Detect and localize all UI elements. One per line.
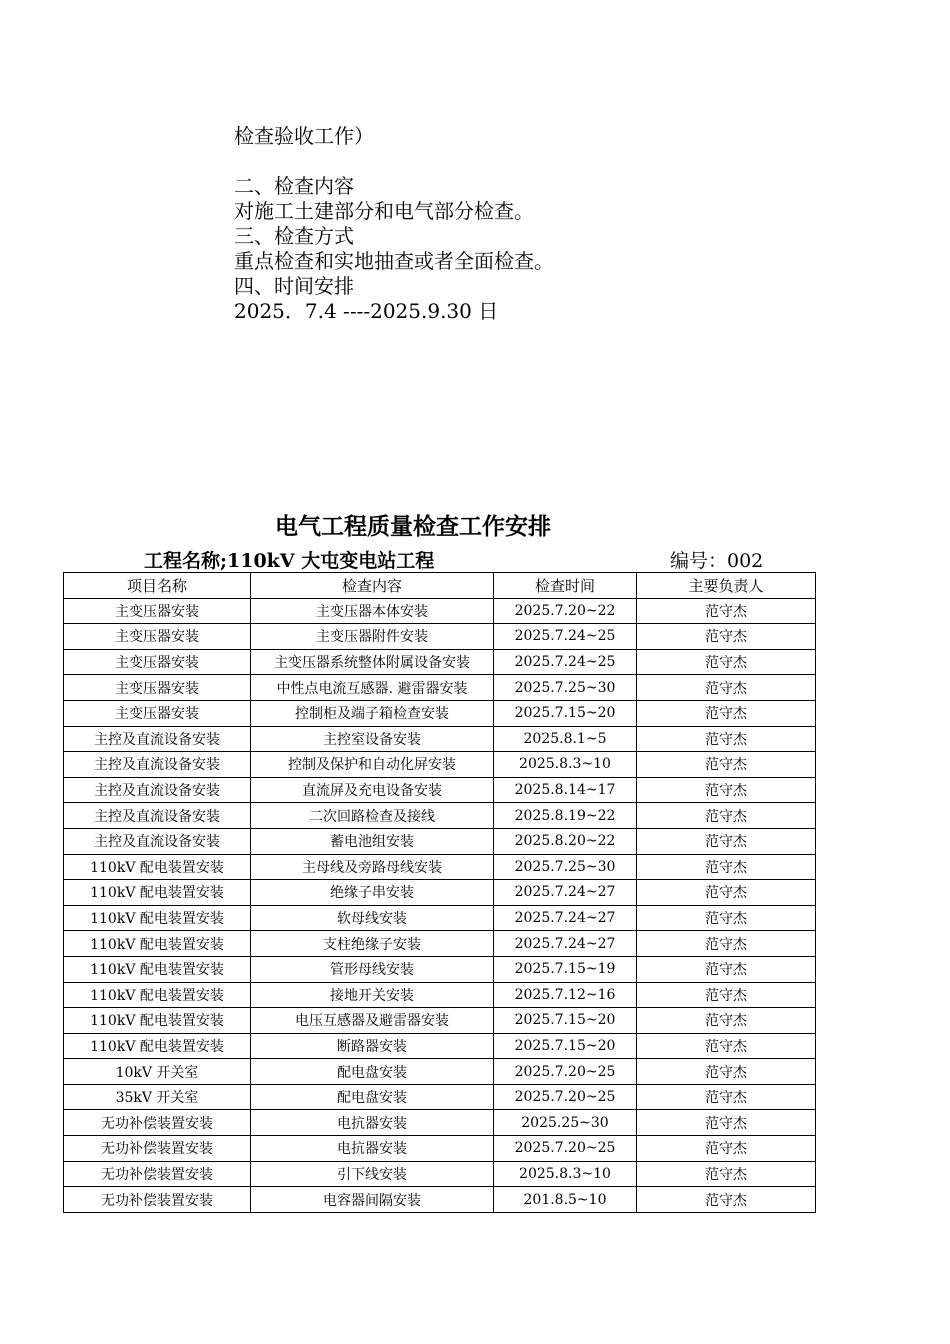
cell-item-name: 主控及直流设备安装 xyxy=(64,803,251,829)
cell-item-name: 无功补偿装置安装 xyxy=(64,1187,251,1213)
cell-owner: 范守杰 xyxy=(637,726,816,752)
table-row xyxy=(64,1110,816,1136)
cell-time: 2025.8.20~22 xyxy=(494,828,637,854)
header-content: 检查内容 xyxy=(251,573,494,599)
cell-time: 2025.8.19~22 xyxy=(494,803,637,829)
cell-content: 配电盘安装 xyxy=(251,1084,494,1110)
cell-time: 2025.7.20~25 xyxy=(494,1059,637,1085)
cell-owner: 范守杰 xyxy=(637,1161,816,1187)
cell-owner: 范守杰 xyxy=(637,675,816,701)
cell-item-name: 主变压器安装 xyxy=(64,598,251,624)
table-row xyxy=(64,675,816,701)
cell-time: 2025.7.15~19 xyxy=(494,956,637,982)
cell-item-name: 无功补偿装置安装 xyxy=(64,1136,251,1162)
cell-content: 控制柜及端子箱检查安装 xyxy=(251,700,494,726)
cell-item-name: 110kV 配电装置安装 xyxy=(64,982,251,1008)
table-row xyxy=(64,880,816,906)
section-4-heading: 四、时间安排 xyxy=(234,274,354,298)
cell-time: 2025.7.20~25 xyxy=(494,1136,637,1162)
cell-content: 电抗器安装 xyxy=(251,1110,494,1136)
cell-content: 软母线安装 xyxy=(251,905,494,931)
cell-content: 接地开关安装 xyxy=(251,982,494,1008)
cell-owner: 范守杰 xyxy=(637,982,816,1008)
header-item-name: 项目名称 xyxy=(64,573,251,599)
cell-item-name: 主控及直流设备安装 xyxy=(64,828,251,854)
table-row xyxy=(64,700,816,726)
table-row xyxy=(64,752,816,778)
cell-item-name: 110kV 配电装置安装 xyxy=(64,880,251,906)
section-4-body: 2025．7.4 ----2025.9.30 日 xyxy=(234,299,499,323)
cell-content: 电容器间隔安装 xyxy=(251,1187,494,1213)
cell-time: 2025.7.15~20 xyxy=(494,700,637,726)
table-row xyxy=(64,726,816,752)
cell-item-name: 主变压器安装 xyxy=(64,649,251,675)
cell-item-name: 主控及直流设备安装 xyxy=(64,726,251,752)
table-row xyxy=(64,982,816,1008)
cell-item-name: 110kV 配电装置安装 xyxy=(64,956,251,982)
cell-owner: 范守杰 xyxy=(637,598,816,624)
table-row xyxy=(64,1008,816,1034)
schedule-table xyxy=(63,572,816,1213)
cell-item-name: 110kV 配电装置安装 xyxy=(64,905,251,931)
cell-owner: 范守杰 xyxy=(637,700,816,726)
cell-content: 主母线及旁路母线安装 xyxy=(251,854,494,880)
cell-time: 201.8.5~10 xyxy=(494,1187,637,1213)
cell-owner: 范守杰 xyxy=(637,828,816,854)
cell-content: 绝缘子串安装 xyxy=(251,880,494,906)
cell-time: 2025.7.24~27 xyxy=(494,905,637,931)
cell-owner: 范守杰 xyxy=(637,1033,816,1059)
cell-item-name: 无功补偿装置安装 xyxy=(64,1110,251,1136)
cell-owner: 范守杰 xyxy=(637,931,816,957)
cell-item-name: 10kV 开关室 xyxy=(64,1059,251,1085)
cell-owner: 范守杰 xyxy=(637,803,816,829)
table-row xyxy=(64,803,816,829)
cell-owner: 范守杰 xyxy=(637,905,816,931)
cell-item-name: 35kV 开关室 xyxy=(64,1084,251,1110)
cell-time: 2025.8.3~10 xyxy=(494,752,637,778)
cell-item-name: 110kV 配电装置安装 xyxy=(64,931,251,957)
cell-content: 管形母线安装 xyxy=(251,956,494,982)
table-header-row xyxy=(64,573,816,599)
cell-owner: 范守杰 xyxy=(637,1136,816,1162)
cell-item-name: 无功补偿装置安装 xyxy=(64,1161,251,1187)
cell-time: 2025.7.12~16 xyxy=(494,982,637,1008)
project-name: 工程名称;110kV 大屯变电站工程 xyxy=(144,550,435,572)
cell-time: 2025.7.24~25 xyxy=(494,624,637,650)
table-row xyxy=(64,931,816,957)
table-row xyxy=(64,649,816,675)
cell-item-name: 主控及直流设备安装 xyxy=(64,777,251,803)
table-row xyxy=(64,777,816,803)
cell-content: 断路器安装 xyxy=(251,1033,494,1059)
cell-owner: 范守杰 xyxy=(637,1110,816,1136)
table-row xyxy=(64,1161,816,1187)
section-2-heading: 二、检查内容 xyxy=(234,174,354,198)
cell-content: 主变压器附件安装 xyxy=(251,624,494,650)
cell-item-name: 110kV 配电装置安装 xyxy=(64,854,251,880)
table-row xyxy=(64,1033,816,1059)
cell-time: 2025.7.24~25 xyxy=(494,649,637,675)
cell-content: 主变压器系统整体附属设备安装 xyxy=(251,649,494,675)
cell-time: 2025.7.15~20 xyxy=(494,1008,637,1034)
cell-owner: 范守杰 xyxy=(637,752,816,778)
cell-time: 2025.7.24~27 xyxy=(494,880,637,906)
table-row xyxy=(64,956,816,982)
cell-content: 配电盘安装 xyxy=(251,1059,494,1085)
header-owner: 主要负责人 xyxy=(637,573,816,599)
cell-owner: 范守杰 xyxy=(637,1084,816,1110)
cell-owner: 范守杰 xyxy=(637,956,816,982)
cell-owner: 范守杰 xyxy=(637,649,816,675)
section-3-heading: 三、检查方式 xyxy=(234,224,354,248)
cell-time: 2025.25~30 xyxy=(494,1110,637,1136)
cell-time: 2025.8.1~5 xyxy=(494,726,637,752)
table-row xyxy=(64,1187,816,1213)
cell-owner: 范守杰 xyxy=(637,1187,816,1213)
cell-content: 蓄电池组安装 xyxy=(251,828,494,854)
cell-item-name: 主变压器安装 xyxy=(64,700,251,726)
cell-content: 支柱绝缘子安装 xyxy=(251,931,494,957)
cell-owner: 范守杰 xyxy=(637,880,816,906)
cell-owner: 范守杰 xyxy=(637,777,816,803)
cell-content: 主变压器本体安装 xyxy=(251,598,494,624)
cell-content: 电抗器安装 xyxy=(251,1136,494,1162)
cell-content: 主控室设备安装 xyxy=(251,726,494,752)
cell-item-name: 主变压器安装 xyxy=(64,624,251,650)
cell-content: 中性点电流互感器. 避雷器安装 xyxy=(251,675,494,701)
cell-owner: 范守杰 xyxy=(637,1008,816,1034)
cell-item-name: 110kV 配电装置安装 xyxy=(64,1008,251,1034)
table-row xyxy=(64,1084,816,1110)
cell-owner: 范守杰 xyxy=(637,624,816,650)
schedule-table-body xyxy=(64,598,816,1212)
table-row xyxy=(64,1136,816,1162)
cell-time: 2025.7.20~22 xyxy=(494,598,637,624)
cell-time: 2025.7.25~30 xyxy=(494,854,637,880)
cell-time: 2025.7.24~27 xyxy=(494,931,637,957)
cell-item-name: 主变压器安装 xyxy=(64,675,251,701)
cell-item-name: 主控及直流设备安装 xyxy=(64,752,251,778)
cell-time: 2025.8.14~17 xyxy=(494,777,637,803)
cell-content: 控制及保护和自动化屏安装 xyxy=(251,752,494,778)
cell-owner: 范守杰 xyxy=(637,1059,816,1085)
intro-line: 检查验收工作） xyxy=(234,124,374,148)
table-row xyxy=(64,624,816,650)
table-row xyxy=(64,854,816,880)
table-row xyxy=(64,828,816,854)
cell-content: 二次回路检查及接线 xyxy=(251,803,494,829)
serial-number: 编号：002 xyxy=(670,550,764,572)
cell-content: 直流屏及充电设备安装 xyxy=(251,777,494,803)
cell-item-name: 110kV 配电装置安装 xyxy=(64,1033,251,1059)
table-row xyxy=(64,905,816,931)
cell-time: 2025.7.15~20 xyxy=(494,1033,637,1059)
table-row xyxy=(64,598,816,624)
header-time: 检查时间 xyxy=(494,573,637,599)
cell-time: 2025.7.20~25 xyxy=(494,1084,637,1110)
table-row xyxy=(64,1059,816,1085)
cell-content: 引下线安装 xyxy=(251,1161,494,1187)
cell-time: 2025.7.25~30 xyxy=(494,675,637,701)
schedule-title: 电气工程质量检查工作安排 xyxy=(275,514,551,540)
cell-content: 电压互感器及避雷器安装 xyxy=(251,1008,494,1034)
section-2-body: 对施工土建部分和电气部分检查。 xyxy=(234,199,534,223)
section-3-body: 重点检查和实地抽查或者全面检查。 xyxy=(234,249,554,273)
cell-owner: 范守杰 xyxy=(637,854,816,880)
cell-time: 2025.8.3~10 xyxy=(494,1161,637,1187)
